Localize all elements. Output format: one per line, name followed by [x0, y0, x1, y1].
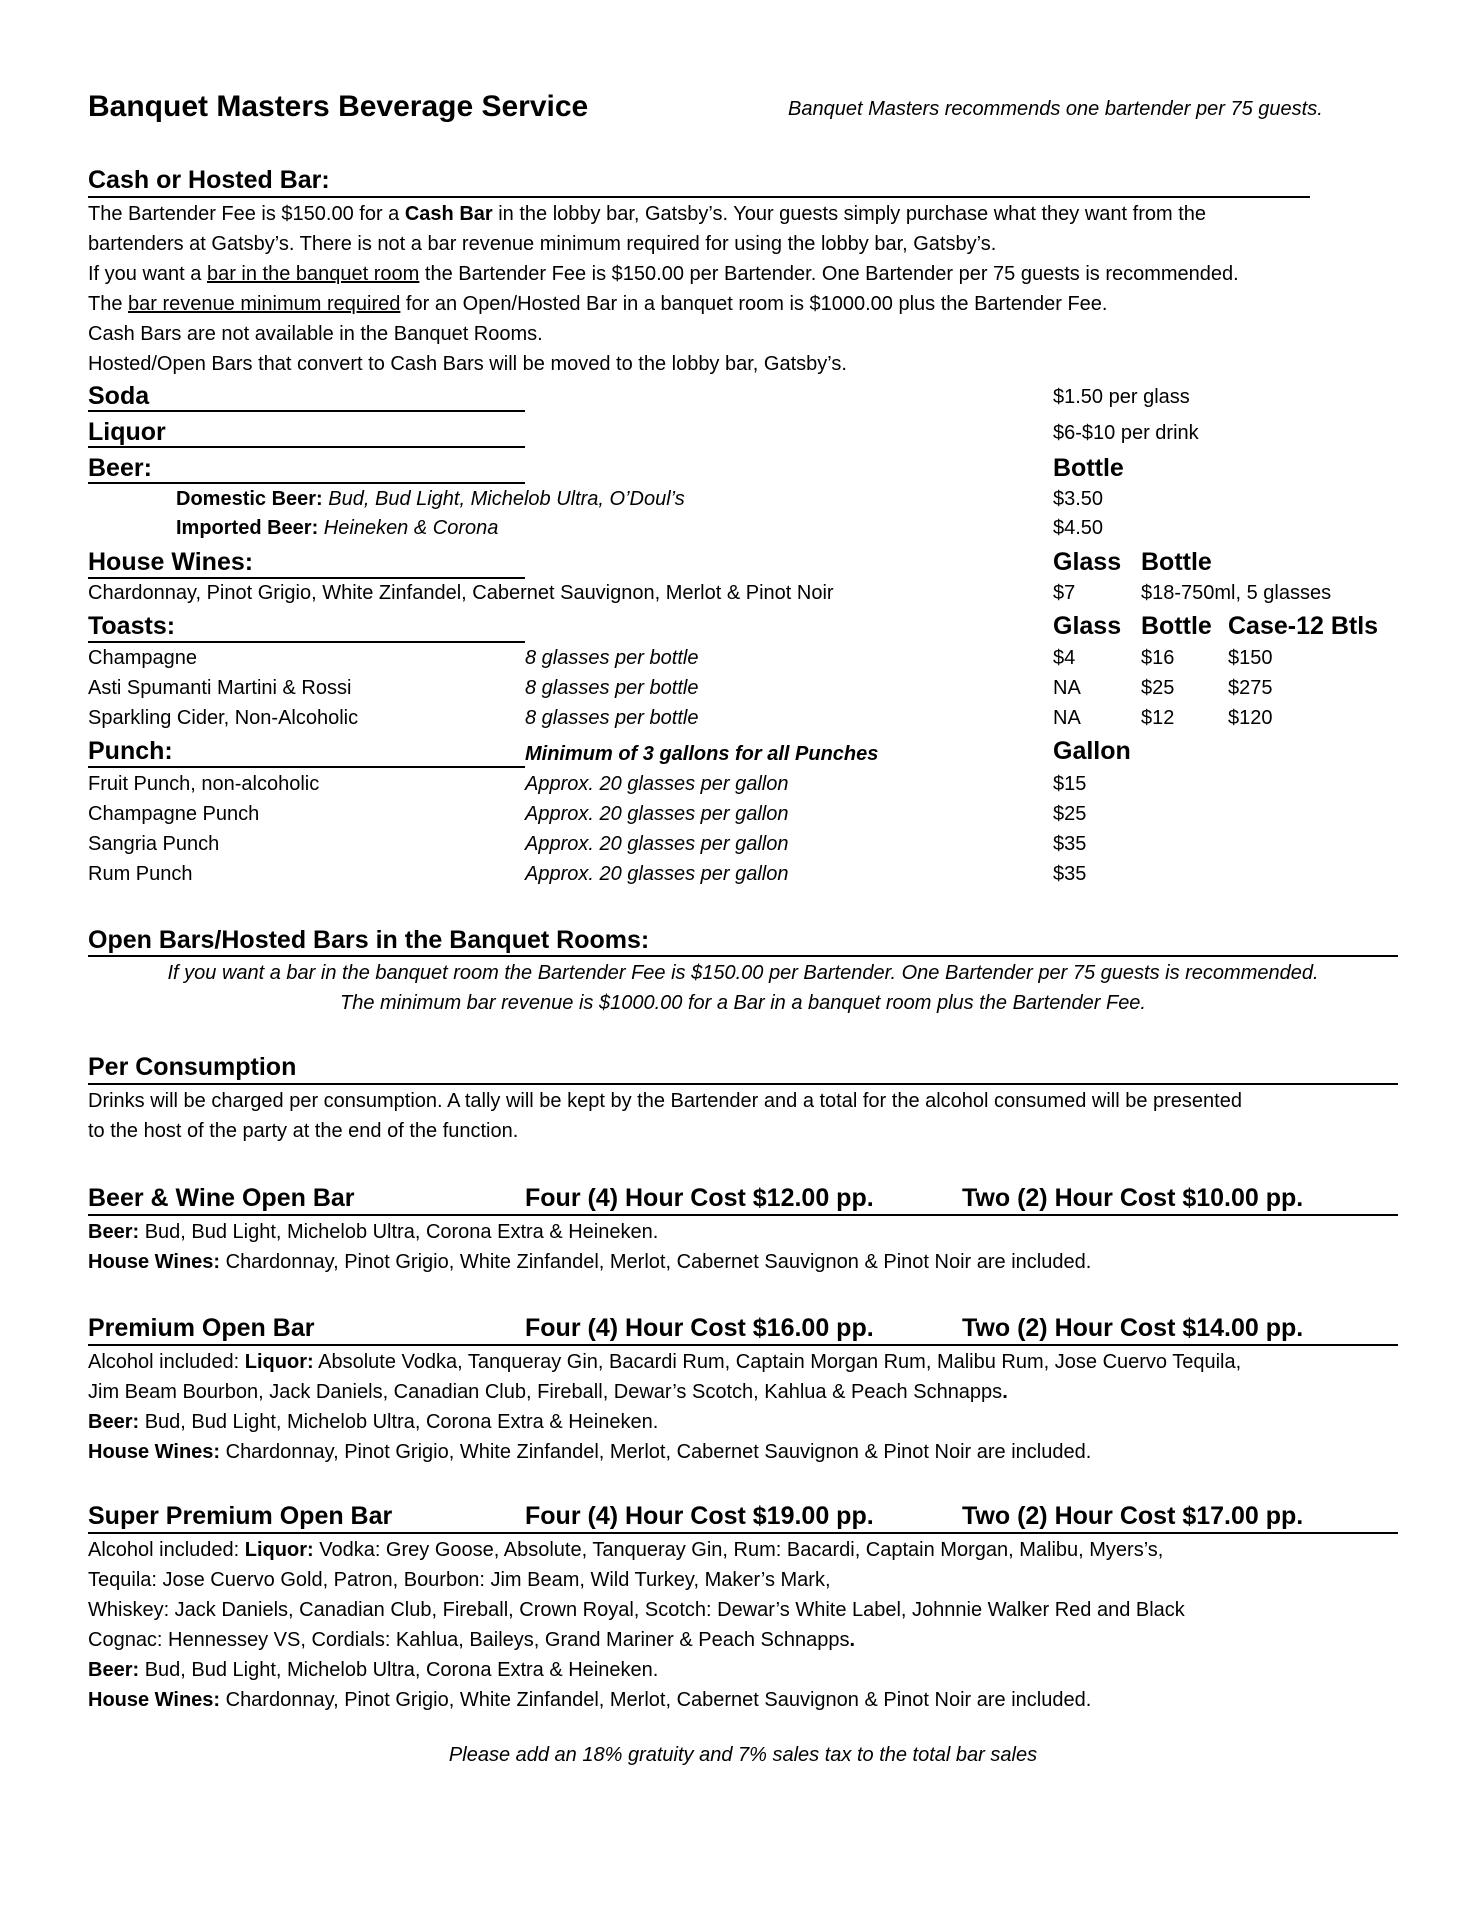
toasts-underline: [88, 641, 525, 643]
super-premium-bar-name: Super Premium Open Bar: [88, 1502, 393, 1530]
page-title: Banquet Masters Beverage Service: [88, 90, 589, 123]
punch-name: Sangria Punch: [88, 833, 220, 855]
toast-note: 8 glasses per bottle: [525, 677, 699, 699]
toast-note: 8 glasses per bottle: [525, 707, 699, 729]
punch-label: Punch:: [88, 737, 173, 765]
punch-note: Approx. 20 glasses per gallon: [525, 803, 789, 825]
punch-price: $35: [1053, 863, 1087, 885]
toasts-bottle-col: Bottle: [1141, 612, 1212, 640]
punch-name: Rum Punch: [88, 863, 193, 885]
beer-wine-two-hour: Two (2) Hour Cost $10.00 pp.: [962, 1184, 1304, 1212]
soda-price: $1.50 per glass: [1053, 386, 1190, 408]
super-premium-two-hour: Two (2) Hour Cost $17.00 pp.: [962, 1502, 1304, 1530]
toast-glass: NA: [1053, 677, 1081, 699]
tagline: Banquet Masters recommends one bartender per 75 guests.: [788, 98, 1323, 120]
punch-name: Champagne Punch: [88, 803, 260, 825]
toast-glass: NA: [1053, 707, 1081, 729]
toast-name: Sparkling Cider, Non-Alcoholic: [88, 707, 359, 729]
cash-hosted-body: The Bartender Fee is $150.00 for a Cash Bar in the lobby bar, Gatsby’s. Your guests simply purchase what they want from the bartenders at Gatsby’s. There is not a bar revenue minimum required for using the lobby bar, Gatsby’s. If you want a bar in the banquet room the Bartender Fee is $150.00 per Bartender. One Bartender per 75 guests is recommended. The bar revenue minimum required for an Open/Hosted Bar in a banquet room is $1000.00 plus the Bartender Fee. Cash Bars are not available in the Banquet Rooms. Hosted/Open Bars that convert to Cash Bars will be moved to the lobby bar, Gatsby’s.: [88, 203, 1239, 375]
beer-wine-details: Beer: Bud, Bud Light, Michelob Ultra, Corona Extra & Heineken. House Wines: Chardonnay, Pinot Grigio, White Zinfandel, Merlot, Cabernet Sauvignon & Pinot Noir are included.: [88, 1221, 1092, 1273]
toasts-glass-col: Glass: [1053, 612, 1122, 640]
toast-case: $275: [1228, 677, 1273, 699]
open-bars-underline: [88, 955, 1398, 957]
toast-bottle: $25: [1141, 677, 1175, 699]
per-consumption-body: Drinks will be charged per consumption. A tally will be kept by the Bartender and a total for the alcohol consumed will be presented to the host of the party at the end of the function.: [88, 1090, 1242, 1142]
toast-case: $150: [1228, 647, 1273, 669]
house-wines-label: House Wines:: [88, 548, 254, 576]
punch-price: $25: [1053, 803, 1087, 825]
wines-glass-col: Glass: [1053, 548, 1122, 576]
toast-name: Champagne: [88, 647, 197, 669]
wines-glass-price: $7: [1053, 582, 1076, 604]
house-wines-list: Chardonnay, Pinot Grigio, White Zinfandel, Cabernet Sauvignon, Merlot & Pinot Noir: [88, 582, 834, 604]
premium-four-hour: Four (4) Hour Cost $16.00 pp.: [525, 1314, 874, 1342]
punch-name: Fruit Punch, non-alcoholic: [88, 773, 320, 795]
beer-wine-underline: [88, 1214, 1398, 1216]
cash-hosted-heading: Cash or Hosted Bar:: [88, 166, 330, 194]
punch-minimum-note: Minimum of 3 gallons for all Punches: [525, 743, 879, 765]
punch-price: $15: [1053, 773, 1087, 795]
premium-underline: [88, 1344, 1398, 1346]
premium-details: Alcohol included: Liquor: Absolute Vodka, Tanqueray Gin, Bacardi Rum, Captain Morgan Rum, Malibu Rum, Jose Cuervo Tequila, Jim Beam Bourbon, Jack Daniels, Canadian Club, Fireball, Dewar’s Scotch, Kahlua & Peach Schnapps. Beer: Bud, Bud Light, Michelob Ultra, Corona Extra & Heineken. House Wines: Chardonnay, Pinot Grigio, White Zinfandel, Merlot, Cabernet Sauvignon & Pinot Noir are included.: [88, 1351, 1242, 1463]
open-bars-note: If you want a bar in the banquet room the Bartender Fee is $150.00 per Bartender. One Bartender per 75 guests is recommended. The minimum bar revenue is $1000.00 for a Bar in a banquet room plus the Bartender Fee.: [167, 962, 1319, 1014]
per-consumption-underline: [88, 1083, 1398, 1085]
domestic-beer: Domestic Beer: Bud, Bud Light, Michelob Ultra, O’Doul’s: [176, 488, 685, 510]
premium-bar-name: Premium Open Bar: [88, 1314, 315, 1342]
soda-underline: [88, 410, 525, 412]
imported-beer: Imported Beer: Heineken & Corona: [176, 517, 499, 539]
toast-glass: $4: [1053, 647, 1076, 669]
punch-gallon-col: Gallon: [1053, 737, 1131, 765]
toast-bottle: $12: [1141, 707, 1175, 729]
soda-label: Soda: [88, 382, 150, 410]
open-bars-heading: Open Bars/Hosted Bars in the Banquet Rooms:: [88, 926, 650, 954]
liquor-label: Liquor: [88, 418, 166, 446]
super-premium-details: Alcohol included: Liquor: Vodka: Grey Goose, Absolute, Tanqueray Gin, Rum: Bacardi, Captain Morgan, Malibu, Myers’s, Tequila: Jose Cuervo Gold, Patron, Bourbon: Jim Beam, Wild Turkey, Maker’s Mark, Whiskey: Jack Daniels, Canadian Club, Fireball, Crown Royal, Scotch: Dewar’s White Label, Johnnie Walker Red and Black Cognac: Hennessey VS, Cordials: Kahlua, Baileys, Grand Mariner & Peach Schnapps. Beer: Bud, Bud Light, Michelob Ultra, Corona Extra & Heineken. House Wines: Chardonnay, Pinot Grigio, White Zinfandel, Merlot, Cabernet Sauvignon & Pinot Noir are included.: [88, 1539, 1185, 1711]
toast-case: $120: [1228, 707, 1273, 729]
toasts-case-col: Case-12 Btls: [1228, 612, 1379, 640]
super-premium-four-hour: Four (4) Hour Cost $19.00 pp.: [525, 1502, 874, 1530]
per-consumption-heading: Per Consumption: [88, 1053, 297, 1081]
punch-note: Approx. 20 glasses per gallon: [525, 863, 789, 885]
beer-label: Beer:: [88, 454, 152, 482]
premium-two-hour: Two (2) Hour Cost $14.00 pp.: [962, 1314, 1304, 1342]
punch-underline: [88, 766, 525, 768]
footer-note: Please add an 18% gratuity and 7% sales tax to the total bar sales: [448, 1744, 1038, 1766]
toast-name: Asti Spumanti Martini & Rossi: [88, 677, 352, 699]
toast-note: 8 glasses per bottle: [525, 647, 699, 669]
beer-bottle-col: Bottle: [1053, 454, 1124, 482]
toast-bottle: $16: [1141, 647, 1175, 669]
wines-bottle-col: Bottle: [1141, 548, 1212, 576]
liquor-price: $6-$10 per drink: [1053, 422, 1199, 444]
cash-hosted-underline: [88, 196, 1310, 198]
punch-note: Approx. 20 glasses per gallon: [525, 773, 789, 795]
beer-underline: [88, 482, 525, 484]
imported-beer-price: $4.50: [1053, 517, 1104, 539]
beer-wine-bar-name: Beer & Wine Open Bar: [88, 1184, 355, 1212]
beer-wine-four-hour: Four (4) Hour Cost $12.00 pp.: [525, 1184, 874, 1212]
house-wines-underline: [88, 577, 525, 579]
toasts-label: Toasts:: [88, 612, 176, 640]
punch-note: Approx. 20 glasses per gallon: [525, 833, 789, 855]
liquor-underline: [88, 446, 525, 448]
domestic-beer-price: $3.50: [1053, 488, 1104, 510]
wines-bottle-price: $18-750ml, 5 glasses: [1141, 582, 1332, 604]
punch-price: $35: [1053, 833, 1087, 855]
super-premium-underline: [88, 1532, 1398, 1534]
